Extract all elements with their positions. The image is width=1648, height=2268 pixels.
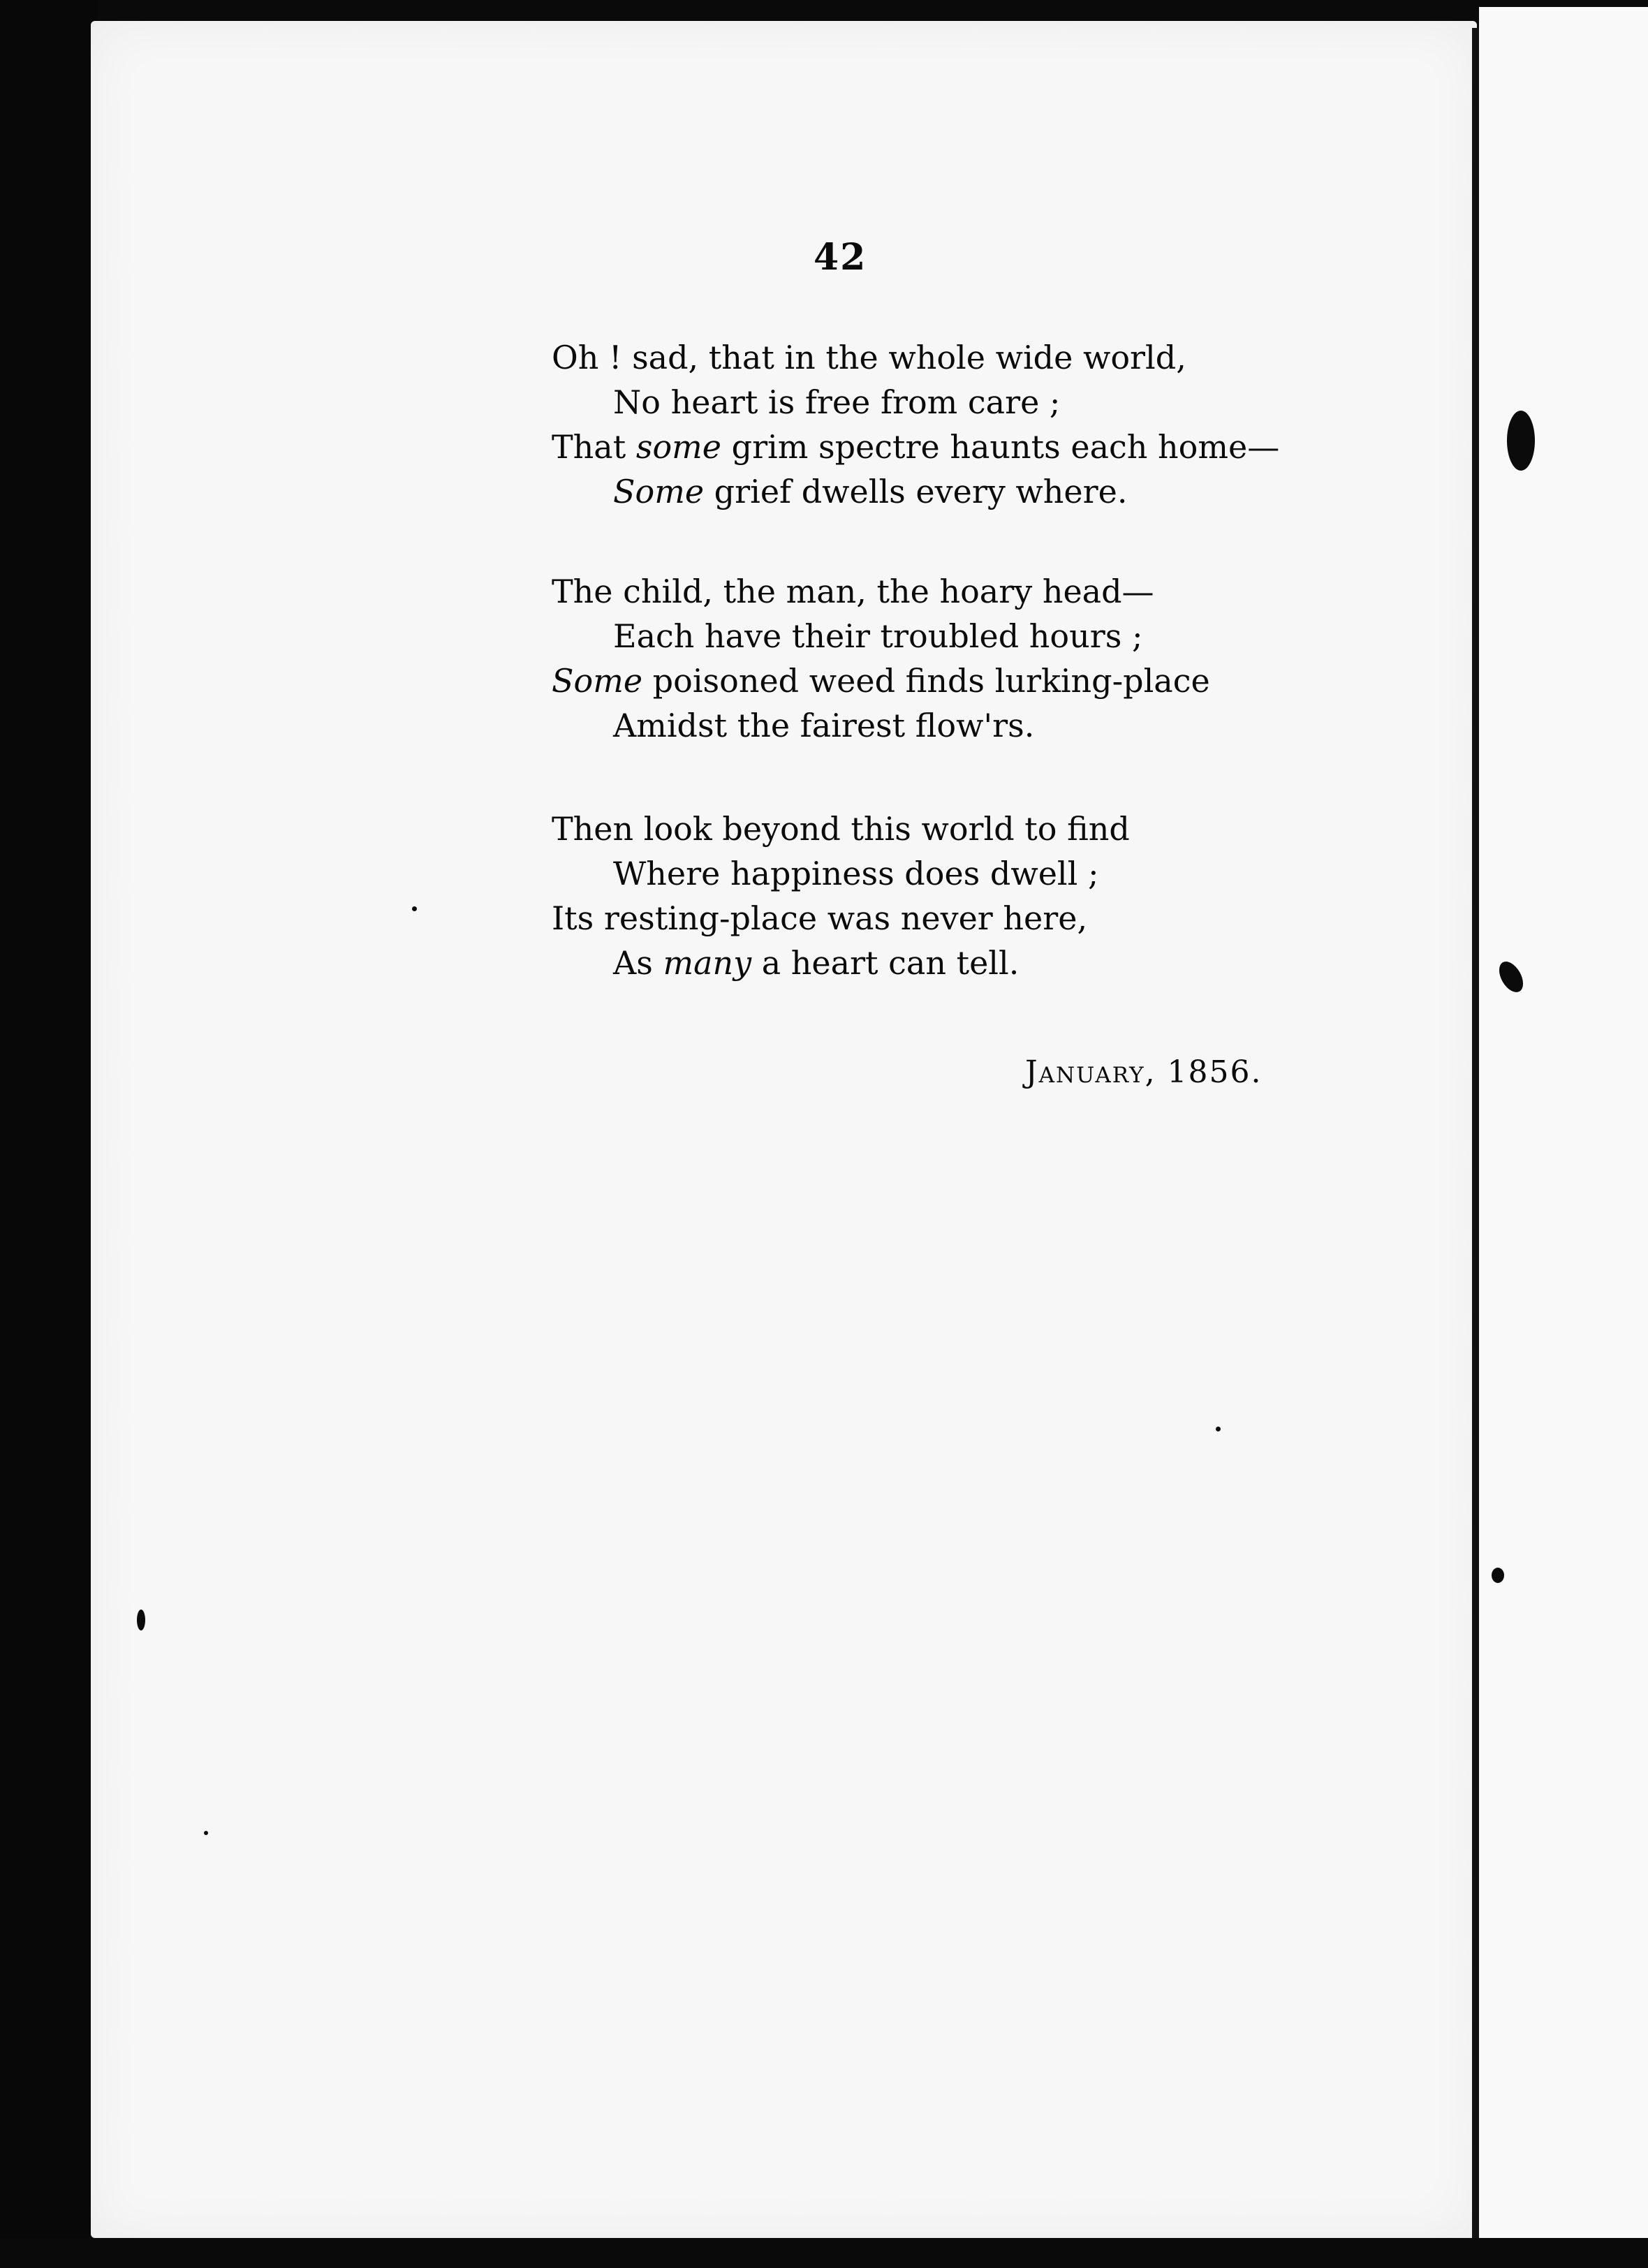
italic-emphasis: some — [635, 428, 721, 466]
poem-line: Amidst the fairest flow'rs. — [613, 707, 1035, 744]
poem-line: Its resting-place was never here, — [552, 899, 1088, 937]
poem-line: Some poisoned weed finds lurking-place — [552, 662, 1210, 700]
poem-line: That some grim spectre haunts each home— — [552, 428, 1280, 466]
poem-date: January, 1856. — [1025, 1054, 1263, 1090]
stanza-2 — [552, 569, 1320, 748]
poem-line: Oh ! sad, that in the whole wide world, — [552, 339, 1186, 376]
poem-line: The child, the man, the hoary head— — [552, 573, 1154, 610]
poem-line: Each have their troubled hours ; — [613, 617, 1143, 655]
stanza-3 — [552, 807, 1320, 985]
italic-emphasis: Some — [613, 473, 705, 510]
poem-line: Where happiness does dwell ; — [613, 855, 1099, 892]
poem-line: Then look beyond this world to find — [552, 810, 1130, 848]
poem-line: As many a heart can tell. — [613, 944, 1020, 982]
page-number: 42 — [814, 236, 867, 279]
stanza-1 — [552, 335, 1320, 514]
poem-line: Some grief dwells every where. — [613, 473, 1128, 510]
italic-emphasis: many — [663, 944, 752, 982]
poem-line: No heart is free from care ; — [613, 383, 1061, 421]
italic-emphasis: Some — [552, 662, 643, 700]
